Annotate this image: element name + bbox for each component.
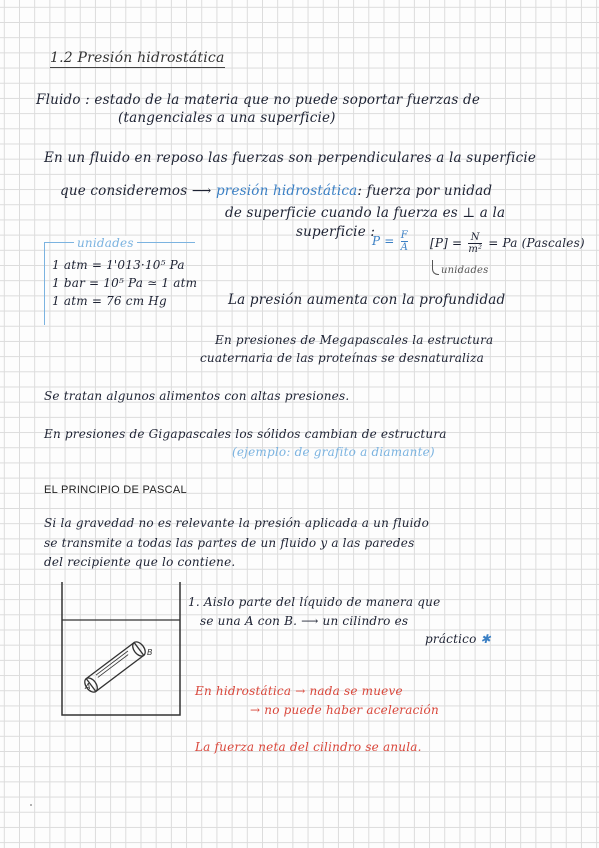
formula-lhs: P = xyxy=(372,234,395,248)
reposo-suffix: : fuerza por unidad xyxy=(357,183,493,199)
aislo-line2: se una A con B. ⟶ un cilindro es xyxy=(200,614,409,628)
unit-lhs: [P] = xyxy=(430,236,463,250)
reposo-text: En un fluido en reposo las fuerzas son perpendiculares a la superficie xyxy=(44,150,537,166)
container-walls xyxy=(62,582,180,715)
page-dot xyxy=(30,804,32,806)
hidrostatica-line1: En hidrostática → nada se mueve xyxy=(195,684,403,698)
unit-rhs: = Pa (Pascales) xyxy=(488,236,585,250)
cylinder-label-b: B xyxy=(147,648,153,657)
reposo-prefix: que consideremos xyxy=(60,183,188,199)
fluido-definition: Fluido : estado de la materia que no puede soportar fuerzas de xyxy=(36,92,481,108)
pressure-units xyxy=(430,232,585,255)
alimentos-text: Se tratan algunos alimentos con altas presiones. xyxy=(44,389,350,403)
presion-hidrostatica-term: presión hidrostática xyxy=(215,183,358,199)
aislo-line1: 1. Aislo parte del líquido de manera que xyxy=(188,595,441,609)
pascal-line2: se transmite a todas las partes de un fluido y a las paredes xyxy=(44,536,415,550)
page-title: 1.2 Presión hidrostática xyxy=(50,50,225,66)
pascal-heading: EL PRINCIPIO DE PASCAL xyxy=(44,484,187,496)
gigapascales-line1: En presiones de Gigapascales los sólidos cambian de estructura xyxy=(44,427,447,441)
unidades-row-2: 1 bar = 10⁵ Pa ≃ 1 atm xyxy=(52,276,198,290)
reposo-line4: superficie : xyxy=(296,224,376,240)
star-icon: ✱ xyxy=(480,632,491,646)
unit-num: N xyxy=(468,232,482,244)
cylinder-label-a: A xyxy=(85,682,91,691)
pascal-line1: Si la gravedad no es relevante la presión aplicada a un fluido xyxy=(44,516,430,530)
reposo-line2 xyxy=(60,183,492,199)
profundidad-text: La presión aumenta con la profundidad xyxy=(228,292,506,308)
arrow-icon: ⟶ xyxy=(191,183,212,199)
gigapascales-example: (ejemplo: de grafito a diamante) xyxy=(232,445,435,459)
container-diagram xyxy=(55,580,190,720)
unidades-header: unidades xyxy=(74,236,137,250)
fuerza-neta-text: La fuerza neta del cilindro se anula. xyxy=(195,740,422,754)
megapascales-line1: En presiones de Megapascales la estructura xyxy=(215,333,494,347)
aislo-line3 xyxy=(425,632,491,646)
hidrostatica-line2: → no puede haber aceleración xyxy=(250,703,439,717)
cylinder-icon xyxy=(82,640,148,695)
pascal-line3: del recipiente que lo contiene. xyxy=(44,555,236,569)
brace-icon xyxy=(432,260,439,275)
pressure-formula xyxy=(372,230,410,253)
unit-fraction xyxy=(468,232,482,255)
formula-fraction xyxy=(401,230,408,253)
formula-den: A xyxy=(400,242,408,253)
fluido-definition-cont: (tangenciales a una superficie) xyxy=(118,110,336,126)
megapascales-line2: cuaternaria de las proteínas se desnaturaliza xyxy=(200,351,485,365)
unidades-row-3: 1 atm = 76 cm Hg xyxy=(52,294,167,308)
practico-text: práctico xyxy=(425,632,477,646)
reposo-line3: de superficie cuando la fuerza es ⊥ a la xyxy=(225,205,506,221)
unidades-note: unidades xyxy=(441,265,489,276)
formula-num: F xyxy=(400,230,408,241)
unit-den: m² xyxy=(468,244,483,255)
unidades-row-1: 1 atm = 1'013·10⁵ Pa xyxy=(52,258,185,272)
